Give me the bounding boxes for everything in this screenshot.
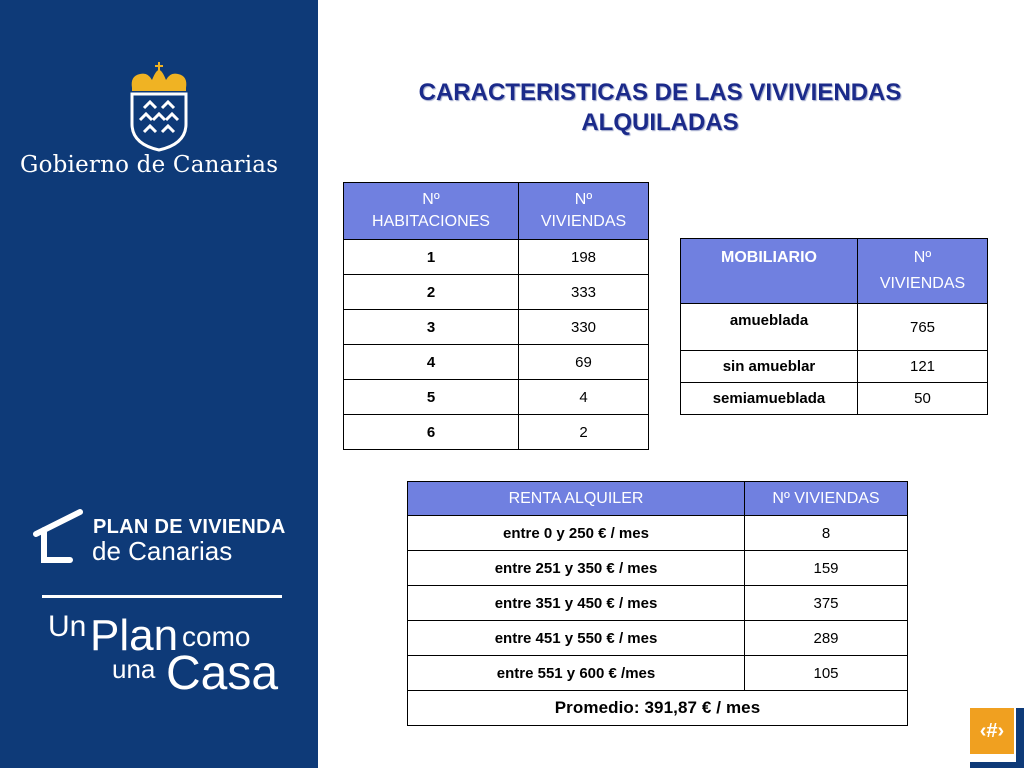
page-number-badge (970, 708, 1024, 768)
rent-range-cell: entre 351 y 450 € / mes (408, 586, 745, 621)
column-header-furniture: MOBILIARIO (681, 239, 858, 304)
house-logo-icon (30, 504, 86, 566)
header-text: Nº (913, 249, 932, 266)
count-cell: 159 (745, 551, 908, 586)
rooms-cell: 6 (344, 415, 519, 450)
rooms-cell: 4 (344, 345, 519, 380)
count-cell: 198 (519, 240, 649, 275)
header-text: Nº (574, 191, 593, 208)
table-row (344, 310, 649, 345)
column-header-dwellings (858, 239, 988, 304)
page-number: ‹#› (970, 708, 1014, 754)
slogan-una: una (112, 654, 156, 684)
table-row (408, 551, 908, 586)
count-cell: 333 (519, 275, 649, 310)
table-header-row (344, 183, 649, 240)
table-row (344, 415, 649, 450)
table-row (344, 345, 649, 380)
table-row (344, 240, 649, 275)
table-row (408, 656, 908, 691)
furniture-cell: amueblada (681, 304, 858, 351)
table-row (681, 383, 988, 415)
slogan-como: como (182, 621, 251, 652)
count-cell: 289 (745, 621, 908, 656)
rent-range-cell: entre 0 y 250 € / mes (408, 516, 745, 551)
rent-range-cell: entre 551 y 600 € /mes (408, 656, 745, 691)
count-cell: 330 (519, 310, 649, 345)
furniture-cell: semiamueblada (681, 383, 858, 415)
slogan-un: Un (48, 610, 87, 643)
column-header-rooms (344, 183, 519, 240)
slogan-casa: Casa (166, 647, 279, 700)
table-header-row (408, 482, 908, 516)
divider (42, 595, 282, 598)
furniture-table (680, 238, 988, 415)
table-row (344, 275, 649, 310)
rent-range-cell: entre 451 y 550 € / mes (408, 621, 745, 656)
table-row (681, 351, 988, 383)
coat-of-arms-icon (126, 62, 192, 152)
page-title (340, 78, 980, 138)
rooms-cell: 2 (344, 275, 519, 310)
title-line-1: CARACTERISTICAS DE LAS VIVIVIENDAS (418, 79, 902, 106)
table-row (681, 304, 988, 351)
header-text: Nº (422, 191, 440, 208)
column-header-dwellings: Nº VIVIENDAS (745, 482, 908, 516)
rooms-cell: 1 (344, 240, 519, 275)
table-row (408, 691, 908, 726)
count-cell: 375 (745, 586, 908, 621)
table-header-row (681, 239, 988, 304)
title-line-2: ALQUILADAS (581, 109, 739, 136)
rent-table (407, 481, 908, 726)
table-row (408, 621, 908, 656)
count-cell: 765 (858, 304, 988, 351)
furniture-cell: sin amueblar (681, 351, 858, 383)
column-header-dwellings (519, 183, 649, 240)
rent-range-cell: entre 251 y 350 € / mes (408, 551, 745, 586)
header-text: HABITACIONES (372, 213, 490, 230)
rooms-cell: 3 (344, 310, 519, 345)
header-text: VIVIENDAS (879, 275, 966, 292)
table-row (344, 380, 649, 415)
table-row (408, 516, 908, 551)
plan-subtitle: de Canarias (92, 536, 233, 566)
slogan-plan: Plan (90, 611, 179, 660)
count-cell: 69 (519, 345, 649, 380)
column-header-rent: RENTA ALQUILER (408, 482, 745, 516)
count-cell: 105 (745, 656, 908, 691)
plan-title: PLAN DE VIVIENDA (93, 516, 286, 538)
government-name: Gobierno de Canarias (20, 152, 279, 178)
rooms-table (343, 182, 649, 450)
count-cell: 8 (745, 516, 908, 551)
count-cell: 121 (858, 351, 988, 383)
table-row (408, 586, 908, 621)
header-text: VIVIENDAS (540, 213, 627, 230)
count-cell: 50 (858, 383, 988, 415)
rooms-cell: 5 (344, 380, 519, 415)
sidebar (0, 0, 318, 768)
average-rent: Promedio: 391,87 € / mes (408, 691, 908, 726)
count-cell: 4 (519, 380, 649, 415)
count-cell: 2 (519, 415, 649, 450)
